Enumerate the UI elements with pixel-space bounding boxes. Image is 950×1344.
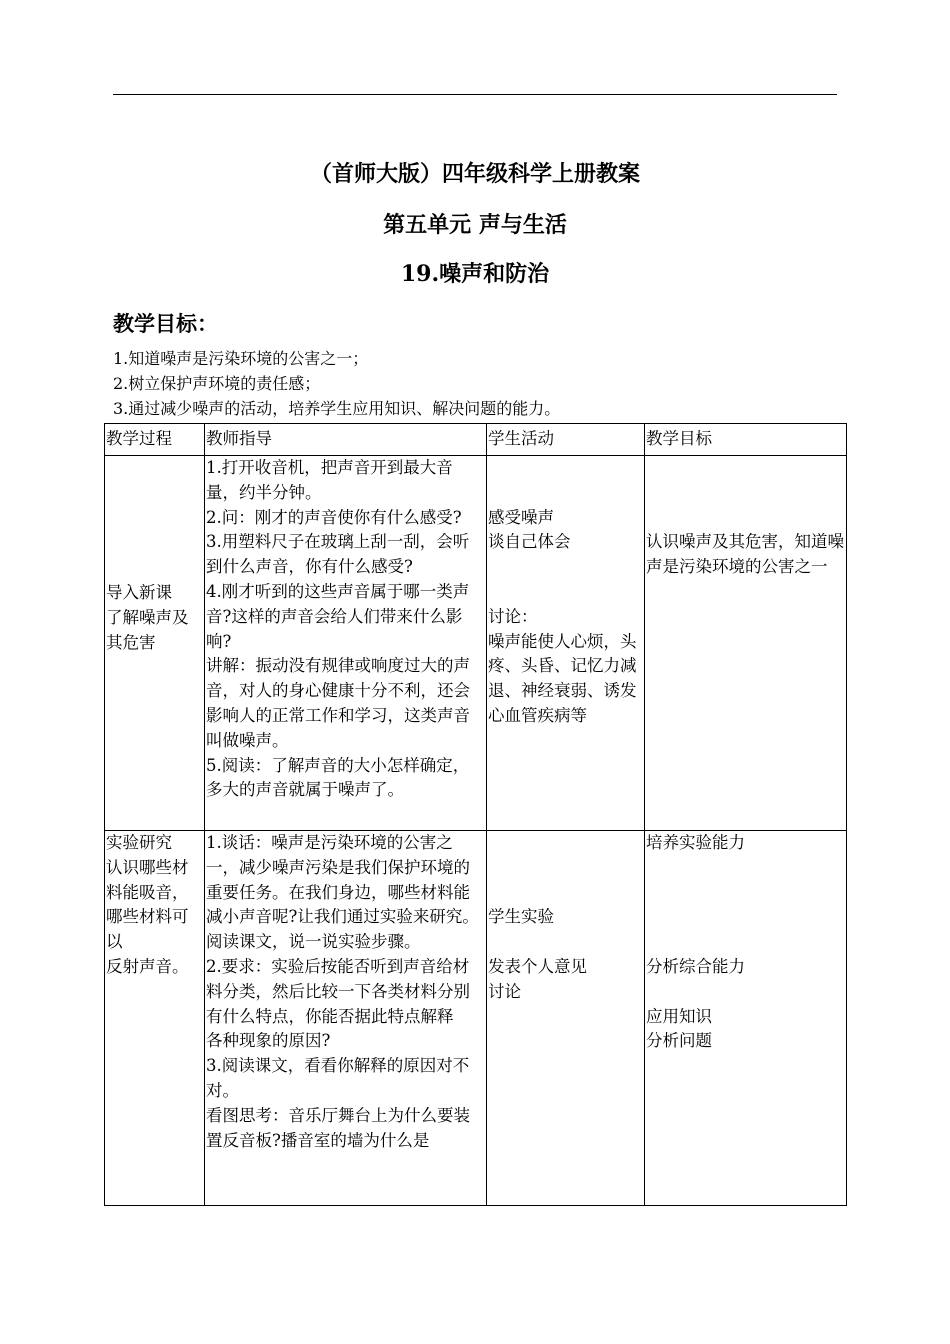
process-line: 反射声音。	[106, 956, 189, 976]
objective-item: 2.树立保护声环境的责任感；	[113, 374, 321, 393]
student-line: 讨论：	[488, 606, 538, 626]
teacher-step: 1.打开收音机，把声音开到最大音量，约半分钟。	[206, 458, 453, 502]
teacher-cell	[205, 456, 487, 831]
header-student: 学生活动	[487, 424, 645, 456]
teacher-step: 4.刚才听到的这些声音属于哪一类声音?这样的声音会给人们带来什么影响?	[206, 581, 470, 651]
student-line: 学生实验	[488, 907, 554, 927]
header-teacher: 教师指导	[205, 424, 487, 456]
teacher-step: 2.要求：实验后按能否听到声音给材料分类，然后比较一下各类材料分别有什么特点，你能否据此特点解释	[206, 956, 470, 1026]
student-cell	[487, 831, 645, 1206]
student-line: 发表个人意见	[488, 956, 587, 976]
teacher-step: 3.用塑料尺子在玻璃上刮一刮，会听到什么声音，你有什么感受?	[206, 532, 470, 577]
student-cell	[487, 456, 645, 831]
goal-line: 培养实验能力	[646, 833, 745, 852]
header-process: 教学过程	[105, 424, 205, 456]
goal-cell	[645, 831, 847, 1206]
teacher-step: 看图思考：音乐厅舞台上为什么要装置反音板?播音室的墙为什么是	[206, 1105, 470, 1150]
teacher-step: 各种现象的原因?	[206, 1031, 331, 1051]
unit-title: 第五单元 声与生活	[383, 212, 567, 238]
table-header-row	[105, 424, 847, 456]
teacher-step: 1.谈话：噪声是污染环境的公害之一，减少噪声污染是我们保护环境的重要任务。在我们身边，哪些材料能减小声音呢?让我们通过实验来研究。阅读课文，说一说实验步骤。	[206, 833, 479, 952]
student-line: 谈自己体会	[488, 532, 571, 552]
process-line: 实验研究	[106, 833, 172, 852]
goal-cell	[645, 456, 847, 831]
process-line: 了解噪声及其危害	[106, 607, 189, 652]
teacher-step: 2.问：刚才的声音使你有什么感受?	[206, 507, 462, 527]
goal-line: 应用知识	[646, 1006, 712, 1026]
student-line: 讨论	[488, 981, 521, 1001]
student-line: 噪声能使人心烦，头疼、头昏、记忆力减退、神经衰弱、诱发心血管疾病等	[488, 631, 637, 725]
lesson-title: 19.噪声和防治	[400, 261, 550, 287]
goal-line: 分析问题	[646, 1031, 712, 1051]
header-goal: 教学目标	[645, 424, 847, 456]
goal-line: 分析综合能力	[646, 956, 745, 976]
objective-item: 1.知道噪声是污染环境的公害之一；	[113, 349, 369, 368]
goal-line: 认识噪声及其危害，知道噪声是污染环境的公害之一	[646, 532, 844, 577]
lesson-plan-table	[104, 423, 847, 1206]
process-line: 导入新课	[106, 583, 172, 602]
teacher-step: 3.阅读课文，看看你解释的原因对不对。	[206, 1056, 470, 1100]
table-row	[105, 831, 847, 1206]
process-cell	[105, 456, 205, 831]
document-title: （首师大版）四年级科学上册教案	[309, 161, 640, 187]
student-line: 感受噪声	[488, 507, 554, 527]
objectives-heading: 教学目标：	[113, 311, 218, 336]
objective-item: 3.通过减少噪声的活动，培养学生应用知识、解决问题的能力。	[113, 399, 561, 418]
teacher-cell	[205, 831, 487, 1206]
process-line: 认识哪些材料能吸音，哪些材料可以	[106, 857, 189, 952]
header-rule	[113, 94, 837, 95]
table-row	[105, 456, 847, 831]
teacher-step: 讲解：振动没有规律或响度过大的声音，对人的身心健康十分不利，还会影响人的正常工作和学习，这类声音叫做噪声。	[206, 656, 470, 750]
teacher-step: 5.阅读：了解声音的大小怎样确定，多大的声音就属于噪声了。	[206, 755, 470, 800]
process-cell	[105, 831, 205, 1206]
